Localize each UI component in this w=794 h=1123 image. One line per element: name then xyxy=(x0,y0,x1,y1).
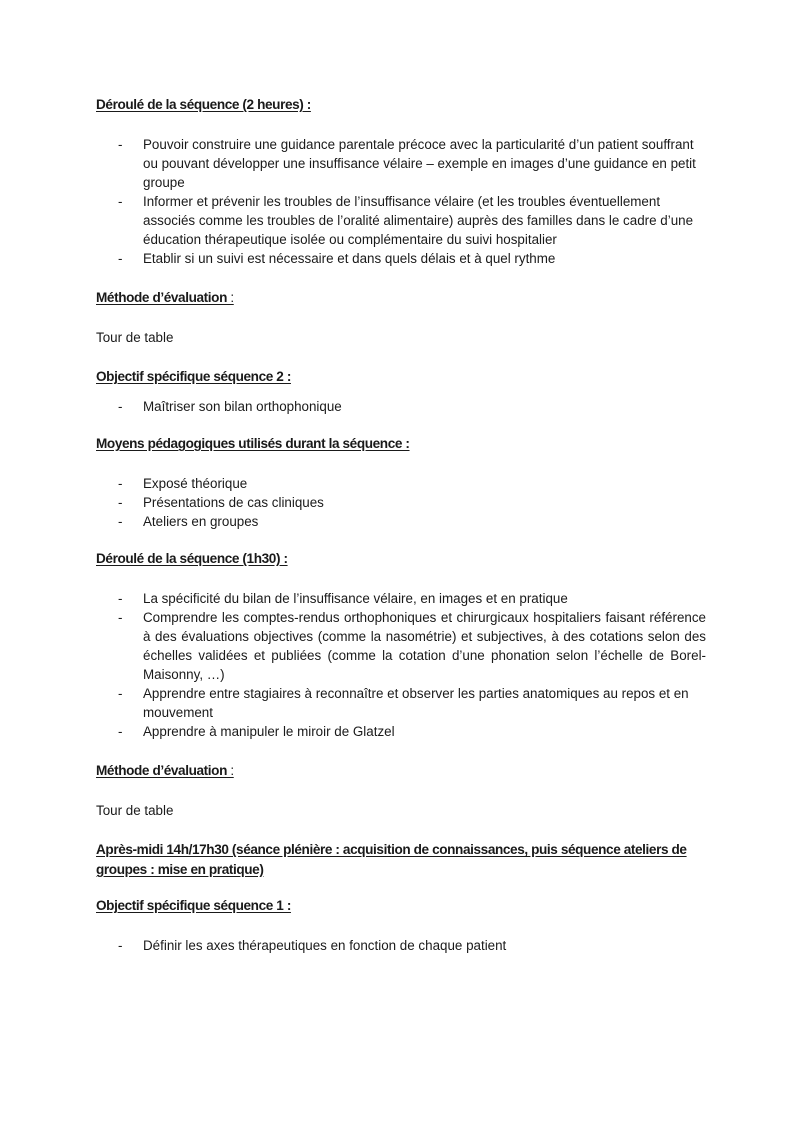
list-item: - Présentations de cas cliniques xyxy=(118,495,324,510)
section-heading-methode-evaluation-2: Méthode d’évaluation : xyxy=(96,763,234,778)
dash-bullet: - xyxy=(118,399,123,414)
evaluation-text: Tour de table xyxy=(96,803,174,818)
moyens-list xyxy=(96,474,706,531)
objectif-2-list xyxy=(96,397,706,416)
list-item: - Apprendre à manipuler le miroir de Glatzel xyxy=(118,724,395,739)
list-item: - Ateliers en groupes xyxy=(118,514,259,529)
section-heading-methode-evaluation: Méthode d’évaluation : xyxy=(96,290,234,305)
section-heading-deroule-1h30: Déroulé de la séquence (1h30) : xyxy=(96,551,288,566)
section-heading-moyens-pedagogiques: Moyens pédagogiques utilisés durant la séquence : xyxy=(96,436,410,451)
list-item: - Définir les axes thérapeutiques en fonction de chaque patient xyxy=(118,938,507,953)
list-item: - Exposé théorique xyxy=(118,476,248,491)
dash-bullet: - xyxy=(118,251,123,266)
list-item: - La spécificité du bilan de l’insuffisance vélaire, en images et en pratique xyxy=(118,591,568,606)
list-item: - Informer et prévenir les troubles de l’insuffisance vélaire (et les troubles éventuellement associés comme les troubles de l’oralité alimentaire) auprès des familles dans le cadre d’une éducation thérapeutique isolée ou complémentaire du suivi hospitalier xyxy=(118,194,694,247)
objectif-1-list xyxy=(96,936,706,955)
document-body xyxy=(96,95,706,955)
dash-bullet: - xyxy=(118,724,123,739)
section-heading-objectif-sequence-2: Objectif spécifique séquence 2 : xyxy=(96,369,291,384)
list-item: - Maîtriser son bilan orthophonique xyxy=(118,399,342,414)
deroule-1h30-list xyxy=(96,589,706,741)
deroule-2h-list xyxy=(96,135,706,268)
dash-bullet: - xyxy=(118,194,123,209)
section-heading-objectif-sequence-1: Objectif spécifique séquence 1 : xyxy=(96,898,291,913)
section-heading-deroule-2h: Déroulé de la séquence (2 heures) : xyxy=(96,97,311,112)
dash-bullet: - xyxy=(118,137,123,152)
dash-bullet: - xyxy=(118,610,123,625)
dash-bullet: - xyxy=(118,591,123,606)
dash-bullet: - xyxy=(118,476,123,491)
list-item: - Etablir si un suivi est nécessaire et dans quels délais et à quel rythme xyxy=(118,251,556,266)
dash-bullet: - xyxy=(118,686,123,701)
section-heading-apres-midi: Après-midi 14h/17h30 (séance plénière : acquisition de connaissances, puis séquence ateliers de groupes : mise en pratique) xyxy=(96,842,687,877)
list-item: - Comprendre les comptes-rendus orthophoniques et chirurgicaux hospitaliers faisant référence à des évaluations objectives (comme la nasométrie) et subjectives, à des cotations selon des échelles validées et publiées (comme la cotation d’une phonation selon l’échelle de Borel-Maisonny, …) xyxy=(118,610,706,682)
dash-bullet: - xyxy=(118,938,123,953)
list-item: - Pouvoir construire une guidance parentale précoce avec la particularité d’un patient souffrant ou pouvant développer une insuffisance vélaire – exemple en images d’une guidance en petit groupe xyxy=(118,137,696,190)
list-item: - Apprendre entre stagiaires à reconnaître et observer les parties anatomiques au repos et en mouvement xyxy=(118,686,689,720)
dash-bullet: - xyxy=(118,495,123,510)
evaluation-text: Tour de table xyxy=(96,330,174,345)
dash-bullet: - xyxy=(118,514,123,529)
